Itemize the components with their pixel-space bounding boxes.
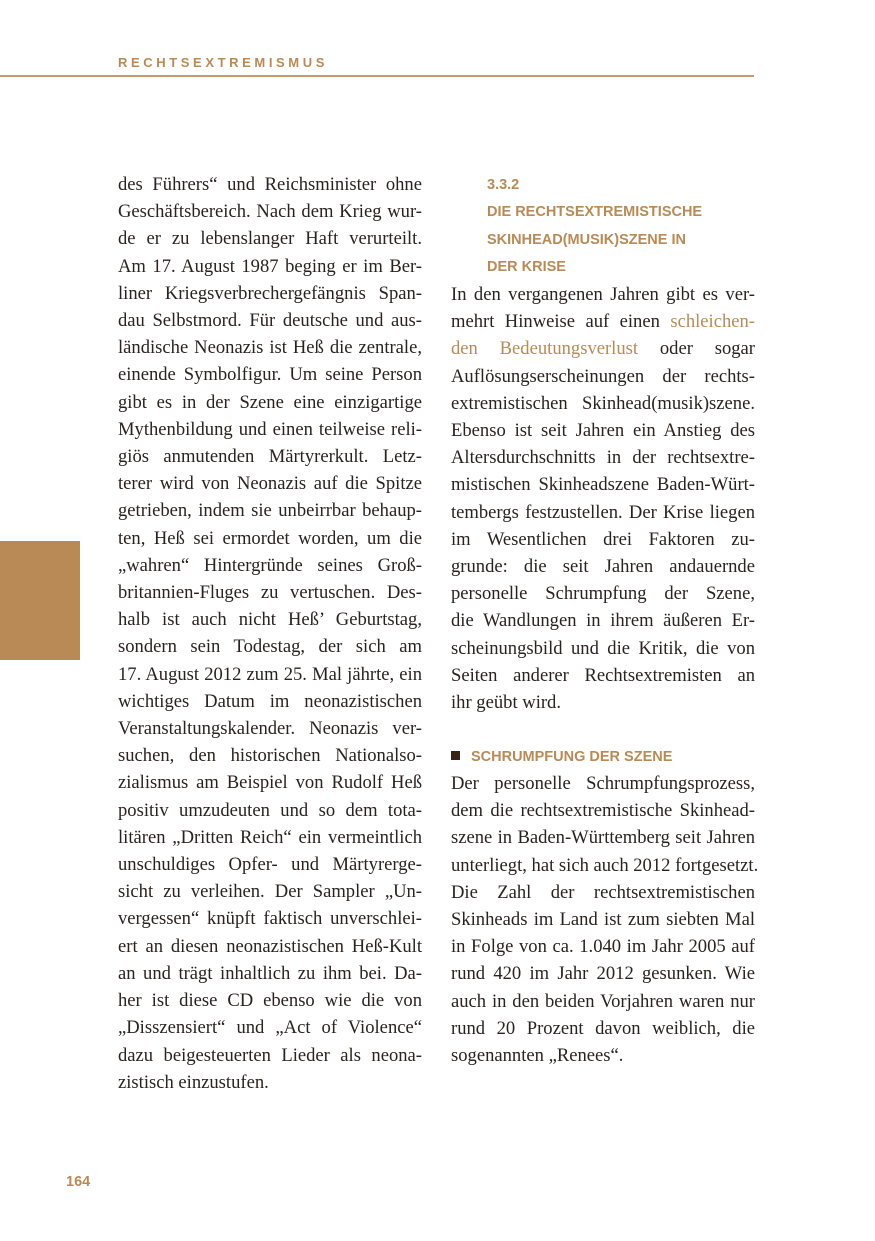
text-line: gibt es in der Szene eine einzigartige	[118, 391, 422, 413]
text-fragment: oder sogar	[638, 338, 755, 360]
text-line: zialismus am Beispiel von Rudolf Heß	[118, 772, 422, 794]
text-line: positiv umzudeuten und so dem tota-	[118, 799, 422, 821]
page-number: 164	[66, 1174, 91, 1190]
text-line: ert an diesen neonazistischen Heß-Kult	[118, 935, 422, 957]
text-line: „Disszensiert“ und „Act of Violence“	[118, 1017, 422, 1039]
subsection-title: SCHRUMPFUNG DER SZENE	[471, 749, 673, 765]
running-head: RECHTSEXTREMISMUS	[118, 55, 328, 70]
text-line: Veranstaltungskalender. Neonazis ver-	[118, 718, 422, 740]
text-line	[451, 308, 755, 335]
text-line: Seiten anderer Rechtsextremisten an	[451, 664, 755, 686]
text-line: dau Selbstmord. Für deutsche und aus-	[118, 310, 422, 332]
text-line	[451, 335, 755, 362]
text-line: suchen, den historischen Nationalso-	[118, 745, 422, 767]
text-line: vergessen“ knüpft faktisch unverschlei-	[118, 908, 422, 930]
text-line: szene in Baden-Württemberg seit Jahren	[451, 827, 755, 849]
text-line: her ist diese CD ebenso wie die von	[118, 990, 422, 1012]
text-line: In den vergangenen Jahren gibt es ver-	[451, 284, 755, 305]
text-line: Skinheads im Land ist zum siebten Mal	[451, 909, 755, 931]
text-line: dem die rechtsextremistische Skinhead-	[451, 800, 755, 822]
subsection-paragraph	[451, 770, 759, 1069]
highlighted-text: schleichen-	[670, 311, 755, 333]
text-line: in Folge von ca. 1.040 im Jahr 2005 auf	[451, 936, 755, 958]
section-title-line: DIE RECHTSEXTREMISTISCHE	[487, 204, 703, 221]
text-line: Auflösungserscheinungen der rechts-	[451, 365, 755, 387]
text-line: sogenannten „Renees“.	[451, 1045, 624, 1067]
text-line: dazu beigesteuerten Lieder als neona-	[118, 1044, 422, 1066]
square-bullet-icon	[451, 751, 460, 760]
text-line: mistischen Skinheadszene Baden-Würt-	[451, 474, 755, 496]
text-line: grunde: die seit Jahren andauernde	[451, 556, 755, 578]
text-line: die Wandlungen in ihrem äußeren Er-	[451, 610, 755, 632]
text-line: „wahren“ Hintergründe seines Groß-	[118, 554, 422, 576]
section-title-line: DER KRISE	[487, 258, 566, 275]
text-line: Altersdurchschnitts in der rechtsextre-	[451, 447, 755, 469]
text-line: Geschäftsbereich. Nach dem Krieg wur-	[118, 201, 422, 223]
text-line: Mythenbildung und einen teilweise reli-	[118, 418, 422, 440]
text-line: unschuldiges Opfer- und Märtyrerge-	[118, 854, 422, 876]
left-column-text	[118, 171, 422, 1096]
text-line: scheinungsbild und die Kritik, die von	[451, 637, 755, 659]
subsection-heading	[451, 745, 672, 769]
text-line: unterliegt, hat sich auch 2012 fortgesetzt.	[451, 854, 759, 876]
text-line: Ebenso ist seit Jahren ein Anstieg des	[451, 420, 755, 442]
text-line: extremistischen Skinhead(musik)szene.	[451, 392, 755, 414]
text-line: personelle Schrumpfung der Szene,	[451, 583, 755, 605]
text-line: ihr geübt wird.	[451, 692, 561, 714]
chapter-tab-marker	[0, 541, 80, 660]
section-heading	[487, 172, 767, 281]
text-line: zistisch einzustufen.	[118, 1071, 269, 1093]
text-line: terer wird von Neonazis auf die Spitze	[118, 473, 422, 495]
section-number: 3.3.2	[487, 177, 520, 193]
text-line: rund 420 im Jahr 2012 gesunken. Wie	[451, 963, 755, 985]
text-line: litären „Dritten Reich“ ein vermeintlich	[118, 826, 422, 848]
text-line: des Führers“ und Reichsminister ohne	[118, 174, 422, 195]
text-line: Am 17. August 1987 beging er im Ber-	[118, 255, 422, 277]
header-rule	[0, 75, 754, 77]
text-line: Der personelle Schrumpfungsprozess,	[451, 773, 755, 794]
text-line: 17. August 2012 zum 25. Mal jährte, ein	[118, 663, 422, 685]
text-line: Die Zahl der rechtsextremistischen	[451, 881, 755, 903]
text-line: sicht zu verleihen. Der Sampler „Un-	[118, 881, 422, 903]
text-fragment: mehrt Hinweise auf einen	[451, 311, 671, 333]
text-line: giös anmutenden Märtyrerkult. Letz-	[118, 446, 422, 468]
text-line: ten, Heß sei ermordet worden, um die	[118, 527, 422, 549]
text-line: rund 20 Prozent davon weiblich, die	[451, 1017, 755, 1039]
text-line: im Wesentlichen drei Faktoren zu-	[451, 528, 755, 550]
right-column-paragraph	[451, 281, 755, 716]
highlighted-text: den Bedeutungsverlust	[451, 338, 639, 360]
section-title-line: SKINHEAD(MUSIK)SZENE IN	[487, 231, 686, 248]
text-line: sondern sein Todestag, der sich am	[118, 636, 422, 658]
text-line: auch in den beiden Vorjahren waren nur	[451, 990, 755, 1012]
text-line: de er zu lebenslanger Haft verurteilt.	[118, 228, 422, 250]
text-line: wichtiges Datum im neonazistischen	[118, 690, 422, 712]
text-line: getrieben, indem sie unbeirrbar behaup-	[118, 500, 422, 522]
text-line: britannien-Fluges zu vertuschen. Des-	[118, 582, 422, 604]
text-line: liner Kriegsverbrechergefängnis Span-	[118, 282, 422, 304]
text-line: ländische Neonazis ist Heß die zentrale,	[118, 337, 422, 359]
text-line: tembergs festzustellen. Der Krise liegen	[451, 501, 755, 523]
text-line: halb ist auch nicht Heß’ Geburtstag,	[118, 609, 422, 631]
text-line: an und trägt inhaltlich zu ihm bei. Da-	[118, 962, 422, 984]
text-line: einende Symbolfigur. Um seine Person	[118, 364, 422, 386]
